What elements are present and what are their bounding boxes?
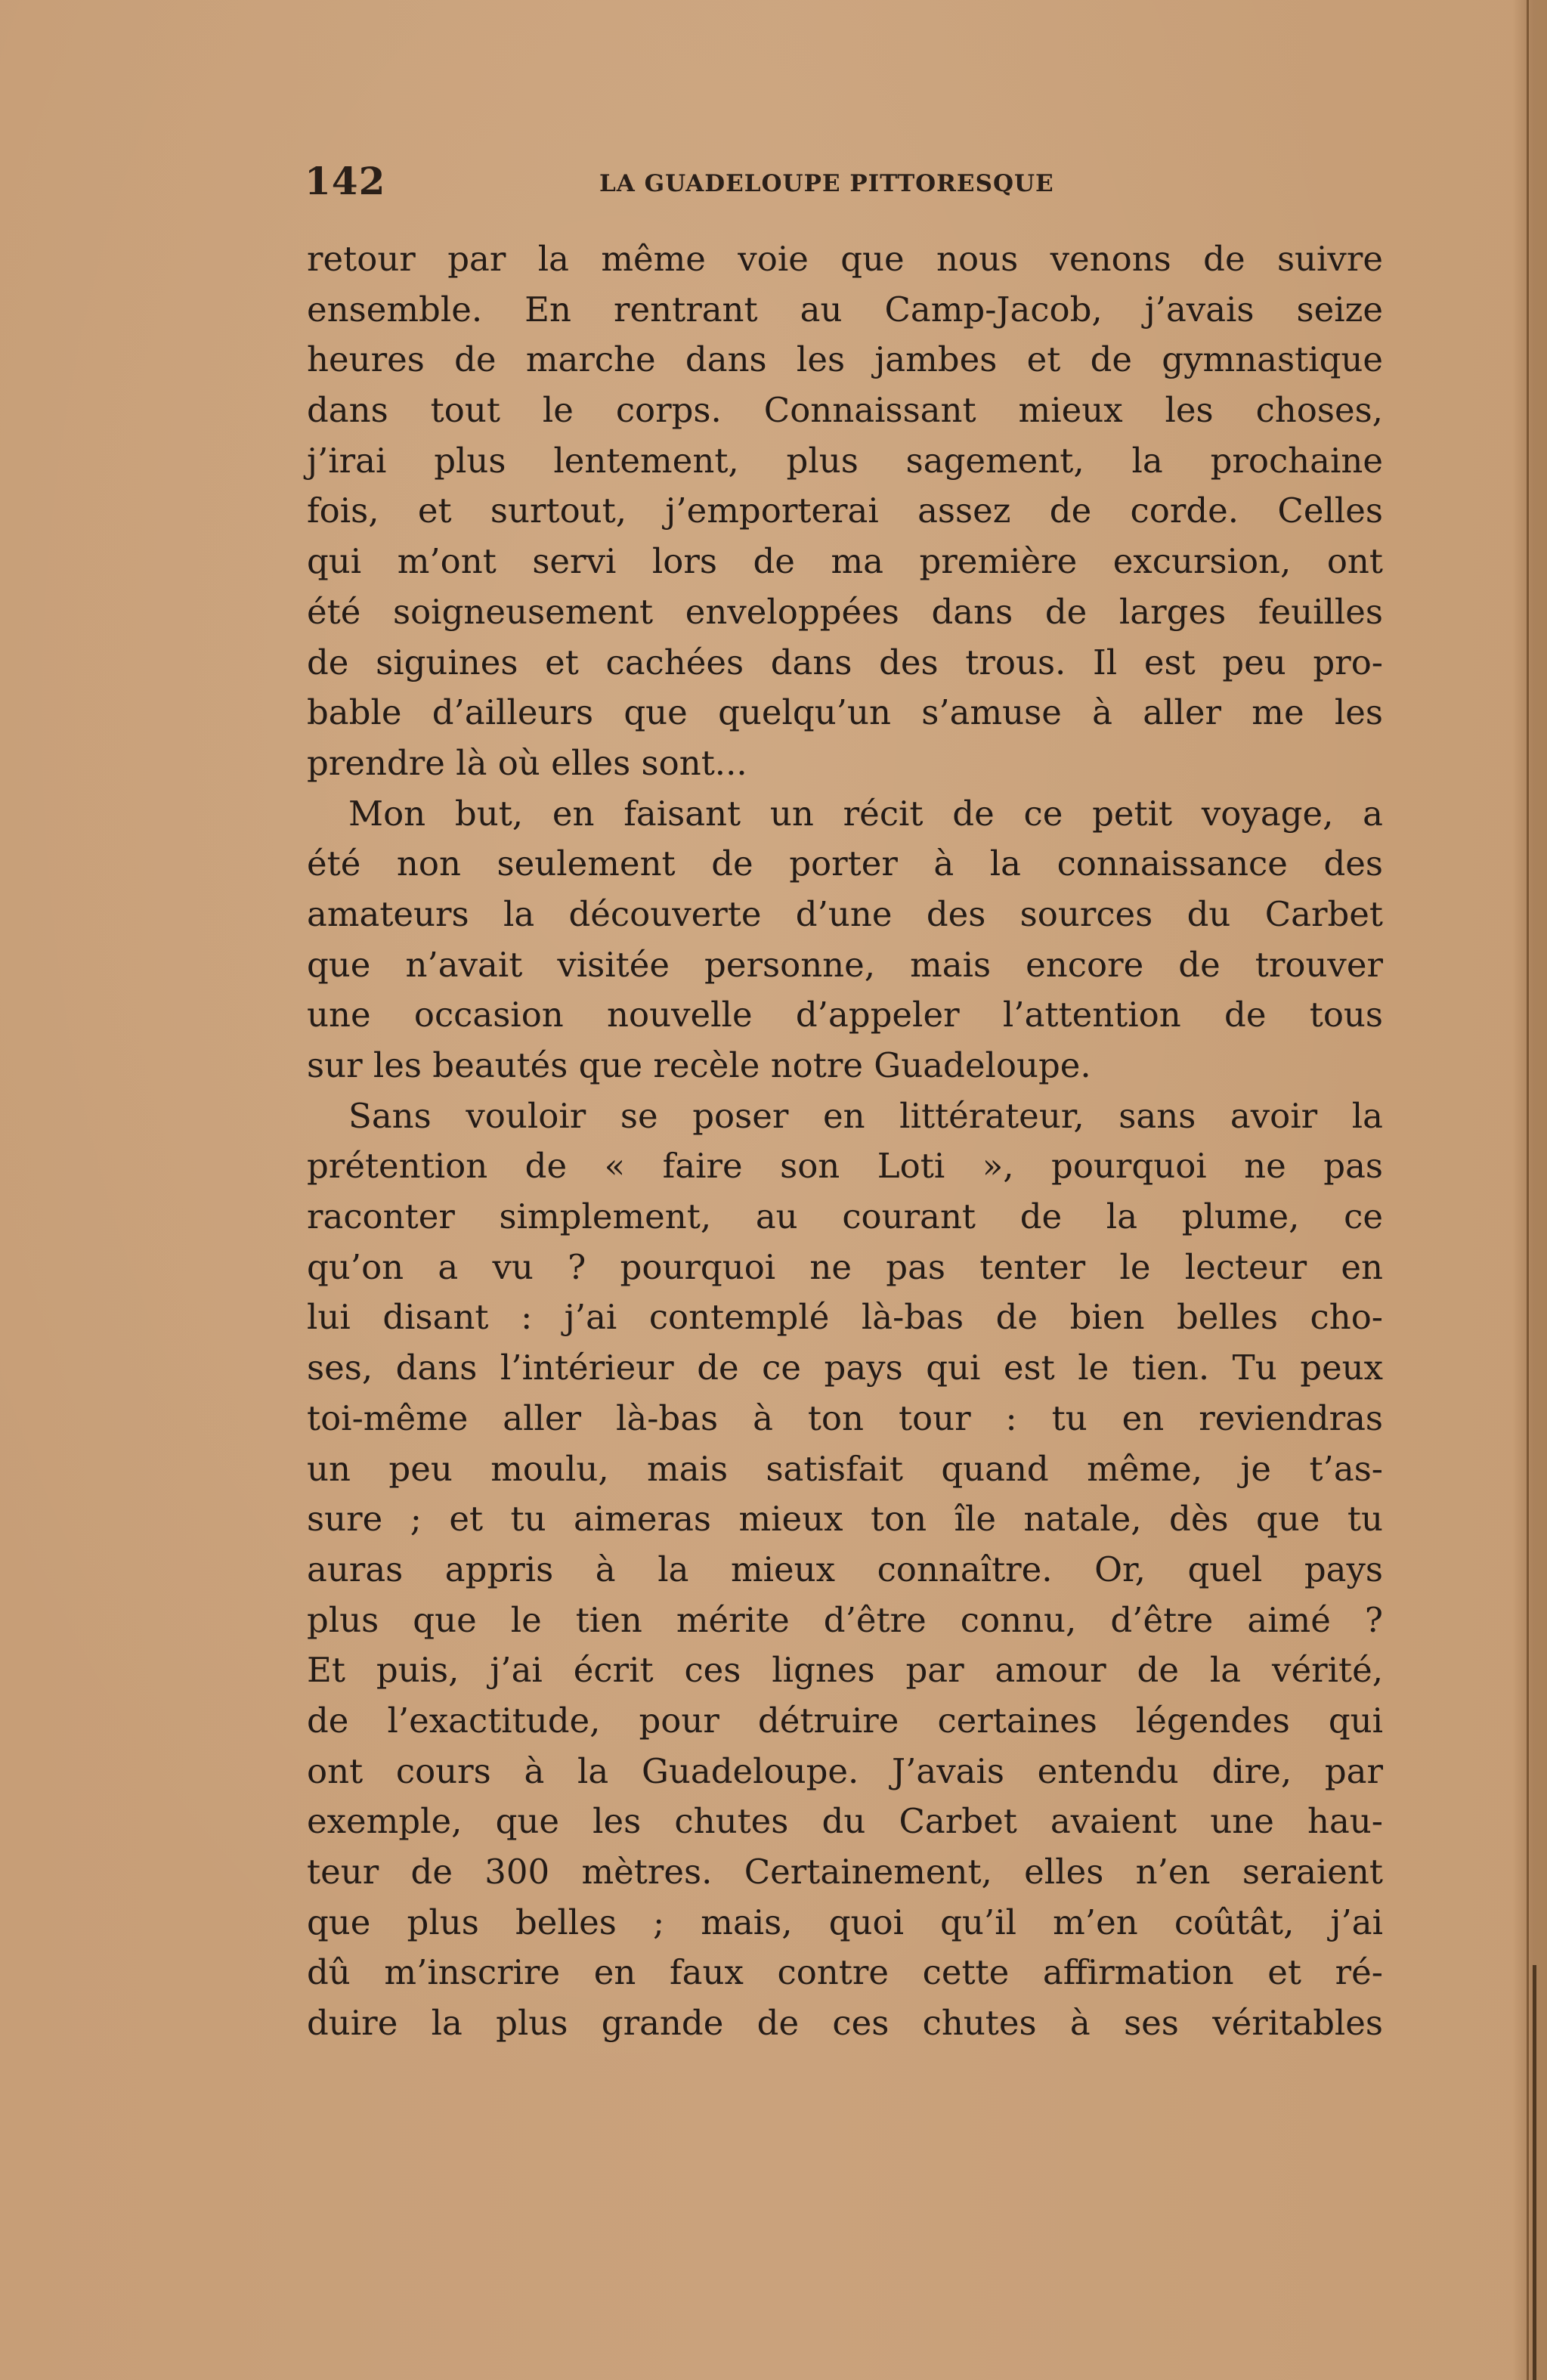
text-line: bable d’ailleurs que quelqu’un s’amuse à aller me les [307,692,1383,733]
text-line: heures de marche dans les jambes et de gymnastique [307,339,1383,380]
page-edge-line [1527,0,1529,2380]
text-line: sur les beautés que recèle notre Guadeloupe. [307,1045,1091,1085]
text-line: auras appris à la mieux connaître. Or, quel pays [307,1549,1383,1589]
text-line: ensemble. En rentrant au Camp-Jacob, j’avais seize [307,289,1383,330]
text-line: une occasion nouvelle d’appeler l’attention de tous [307,995,1383,1035]
text-line: été non seulement de porter à la connaissance des [307,843,1383,884]
text-line: Sans vouloir se poser en littérateur, sans avoir la [348,1095,1383,1136]
text-line: un peu moulu, mais satisfait quand même, je t’as- [307,1448,1383,1489]
text-line: qui m’ont servi lors de ma première excursion, ont [307,541,1383,582]
text-line: amateurs la découverte d’une des sources du Carbet [307,893,1383,934]
text-line: été soigneusement enveloppées dans de larges feuilles [307,591,1383,632]
text-line: dans tout le corps. Connaissant mieux les choses, [307,390,1383,431]
text-line: plus que le tien mérite d’être connu, d’être aimé ? [307,1599,1383,1640]
text-line: qu’on a vu ? pourquoi ne pas tenter le lecteur en [307,1246,1383,1287]
text-line: dû m’inscrire en faux contre cette affirmation et ré- [307,1952,1383,1993]
text-line: Et puis, j’ai écrit ces lignes par amour de la vérité, [307,1650,1383,1691]
page-edge-line-lower [1533,1965,1536,2380]
text-line: que n’avait visitée personne, mais encore de trouver [307,944,1383,985]
book-title: LA GUADELOUPE PITTORESQUE [599,170,1054,197]
text-line: de l’exactitude, pour détruire certaines légendes qui [307,1700,1383,1741]
page-edge-shadow [1512,0,1547,2380]
text-line: que plus belles ; mais, quoi qu’il m’en coûtât, j’ai [307,1902,1383,1942]
text-line: ses, dans l’intérieur de ce pays qui est le tien. Tu peux [307,1348,1383,1388]
text-line: exemple, que les chutes du Carbet avaient une hau- [307,1801,1383,1842]
text-line: fois, et surtout, j’emporterai assez de corde. Celles [307,491,1383,531]
text-line: ont cours à la Guadeloupe. J’avais entendu dire, par [307,1750,1383,1791]
text-line: sure ; et tu aimeras mieux ton île natale, dès que tu [307,1499,1383,1540]
text-line: raconter simplement, au courant de la plume, ce [307,1196,1383,1237]
running-head [305,159,1136,204]
text-line: de siguines et cachées dans des trous. Il est peu pro- [307,642,1383,682]
text-line: Mon but, en faisant un récit de ce petit voyage, a [348,793,1383,834]
text-line: j’irai plus lentement, plus sagement, la prochaine [307,440,1383,481]
text-line: prétention de « faire son Loti », pourquoi ne pas [307,1146,1383,1187]
text-line: teur de 300 mètres. Certainement, elles n’en seraient [307,1852,1383,1892]
text-line: prendre là où elles sont... [307,742,747,783]
page-number: 142 [305,159,386,203]
text-line: retour par la même voie que nous venons de suivre [307,239,1383,279]
body-text [307,234,1383,2049]
text-line: toi-même aller là-bas à ton tour : tu en reviendras [307,1397,1383,1438]
text-line: lui disant : j’ai contemplé là-bas de bien belles cho- [307,1297,1383,1338]
text-line: duire la plus grande de ces chutes à ses véritables [307,2003,1383,2044]
